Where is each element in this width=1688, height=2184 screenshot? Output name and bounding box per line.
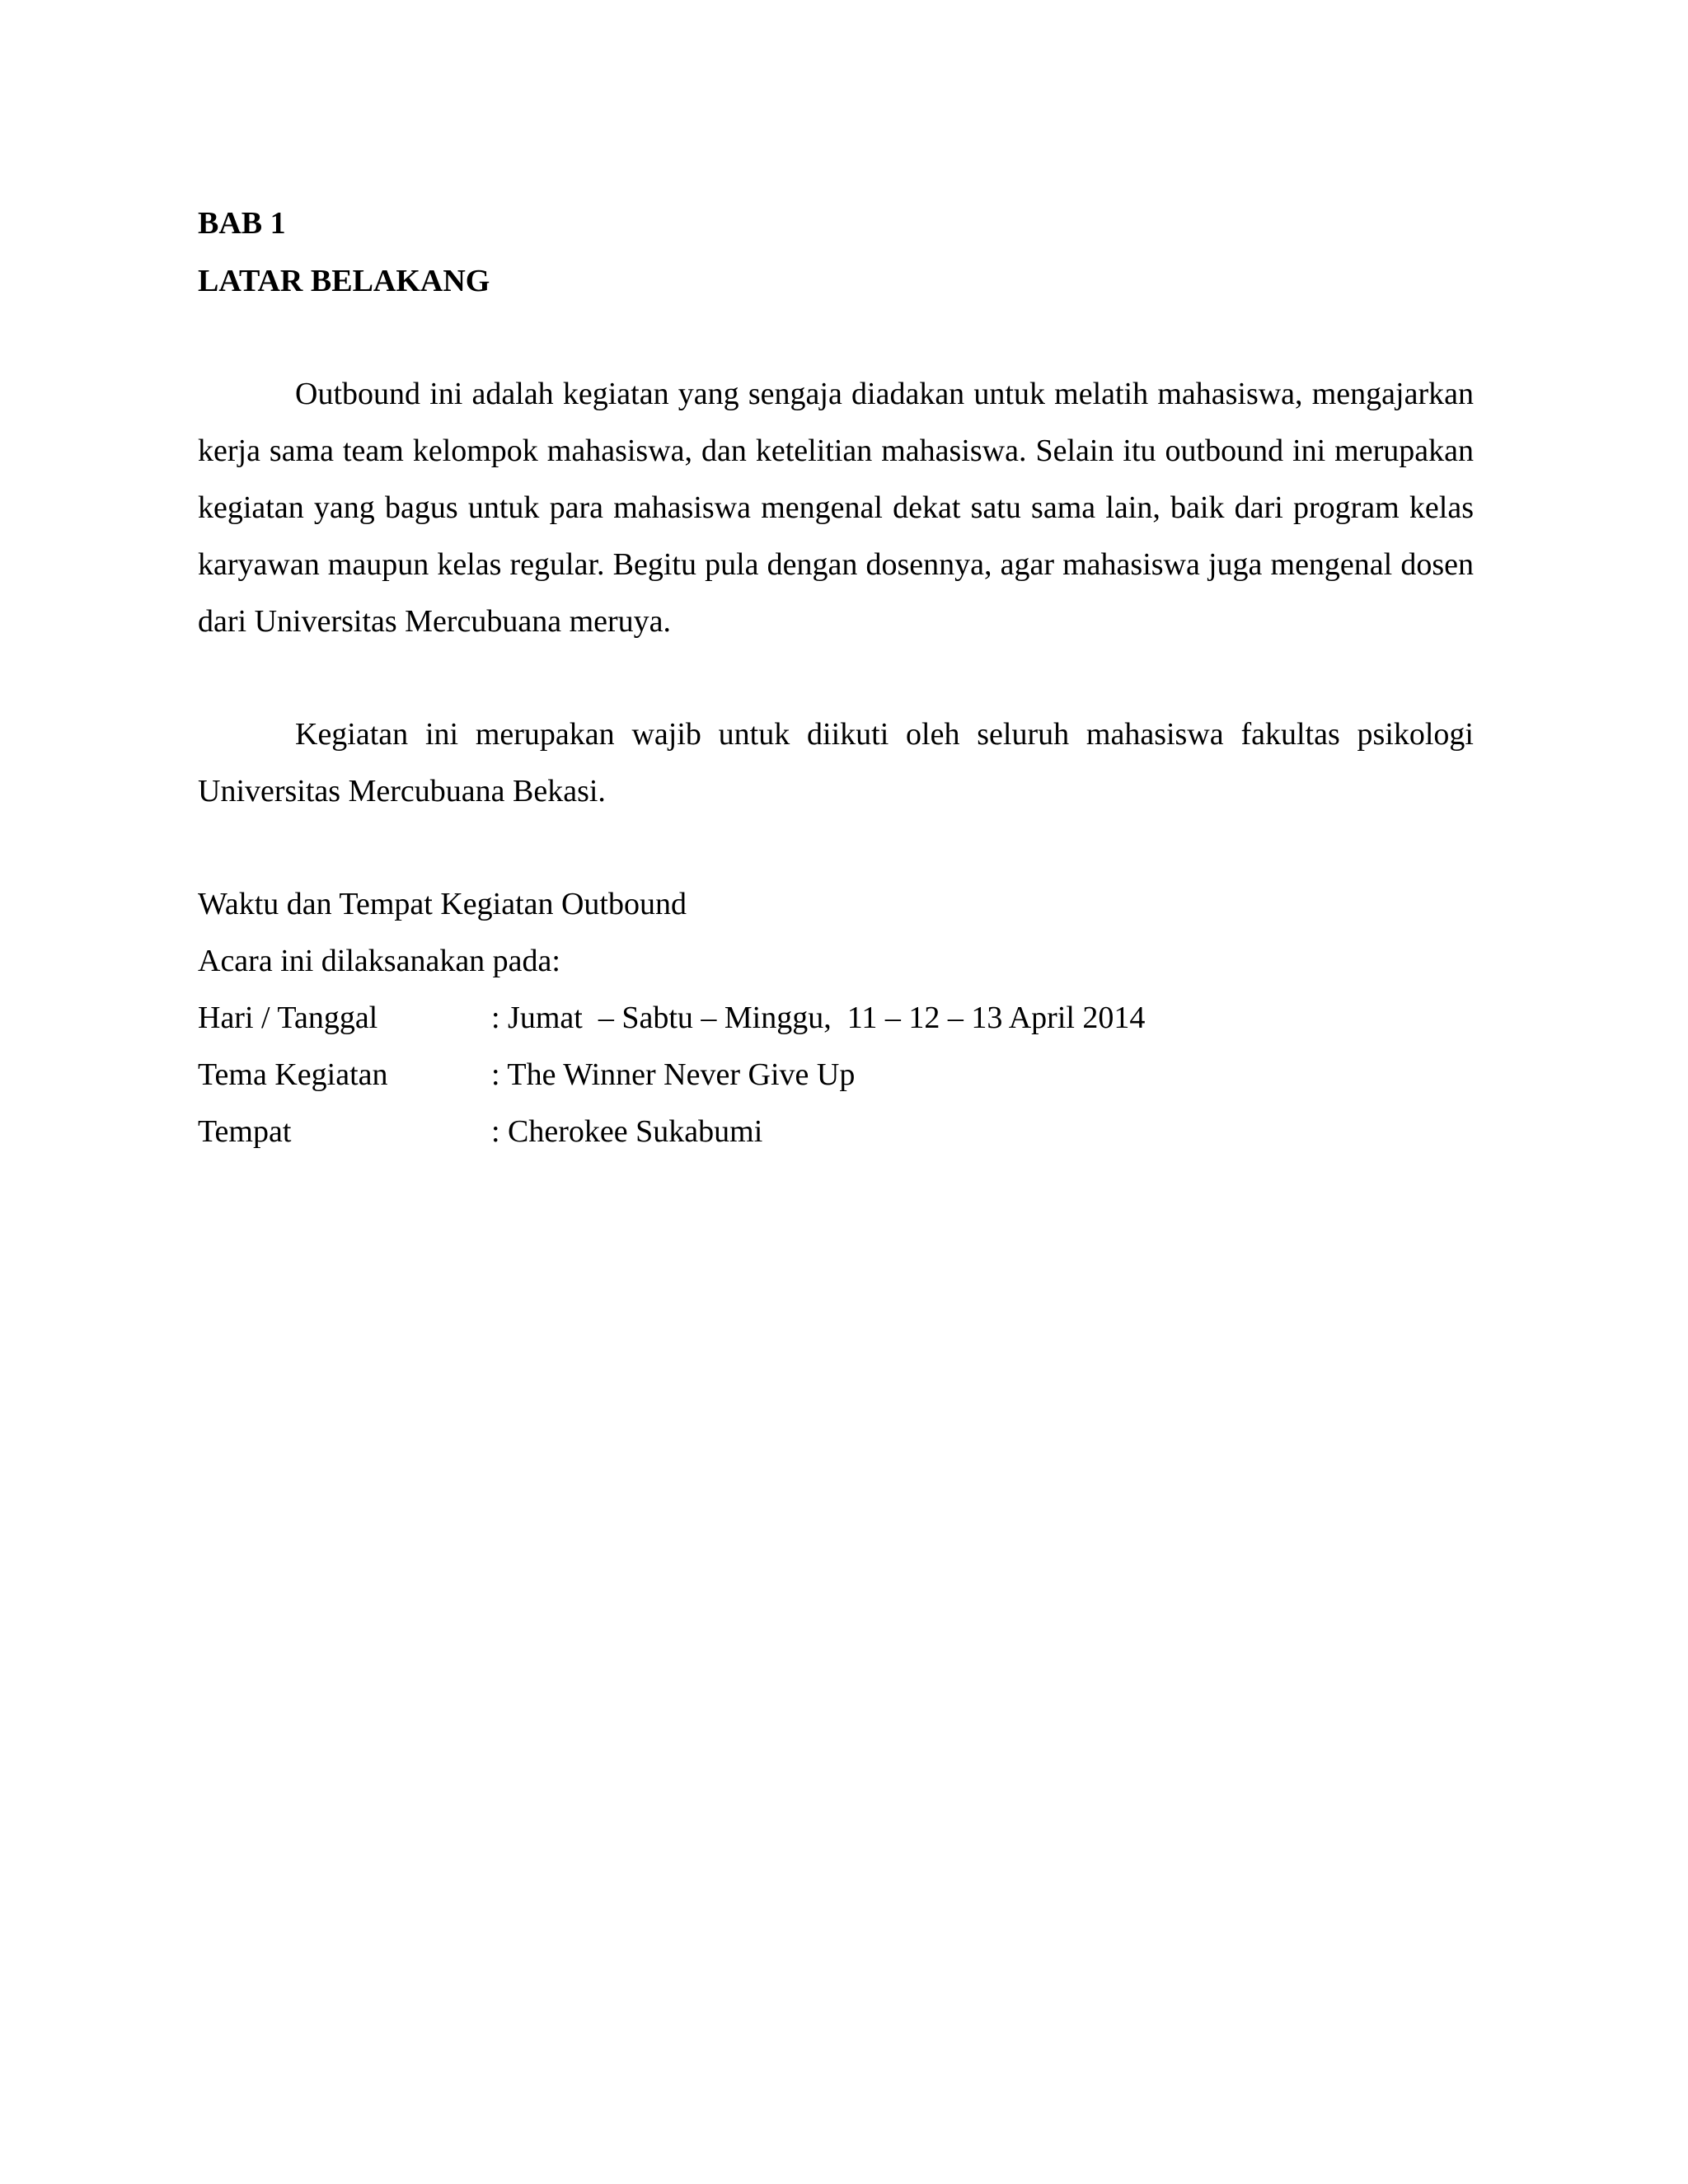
detail-value: : The Winner Never Give Up: [491, 1057, 856, 1092]
paragraph-intro: Outbound ini adalah kegiatan yang sengaja diadakan untuk melatih mahasiswa, mengajarkan kerja sama team kelompok mahasiswa, dan ketelitian mahasiswa. Selain itu outbound ini merupakan kegiatan yang bagus untuk para mahasiswa mengenal dekat satu sama lain, baik dari program kelas karyawan maupun kelas regular. Begitu pula dengan dosennya, agar mahasiswa juga mengenal dosen dari Universitas Mercubuana meruya.: [198, 377, 1474, 639]
section-heading-time-place: Waktu dan Tempat Kegiatan Outbound: [198, 887, 687, 921]
detail-value: : Jumat – Sabtu – Minggu, 11 – 12 – 13 April 2014: [491, 1001, 1146, 1035]
detail-row-place: [198, 1104, 1474, 1160]
detail-value: : Cherokee Sukabumi: [491, 1114, 763, 1149]
detail-label: Tema Kegiatan: [198, 1057, 388, 1092]
paragraph-obligation: Kegiatan ini merupakan wajib untuk diikuti oleh seluruh mahasiswa fakultas psikologi Universitas Mercubuana Bekasi.: [198, 717, 1474, 808]
chapter-title: LATAR BELAKANG: [198, 264, 490, 298]
detail-label: Tempat: [198, 1114, 292, 1149]
detail-label: Hari / Tanggal: [198, 1001, 378, 1035]
detail-row-date: [198, 990, 1474, 1047]
document-body: [198, 194, 1474, 1160]
detail-row-theme: [198, 1047, 1474, 1104]
chapter-number: BAB 1: [198, 206, 286, 241]
intro-line: Acara ini dilaksanakan pada:: [198, 944, 560, 978]
